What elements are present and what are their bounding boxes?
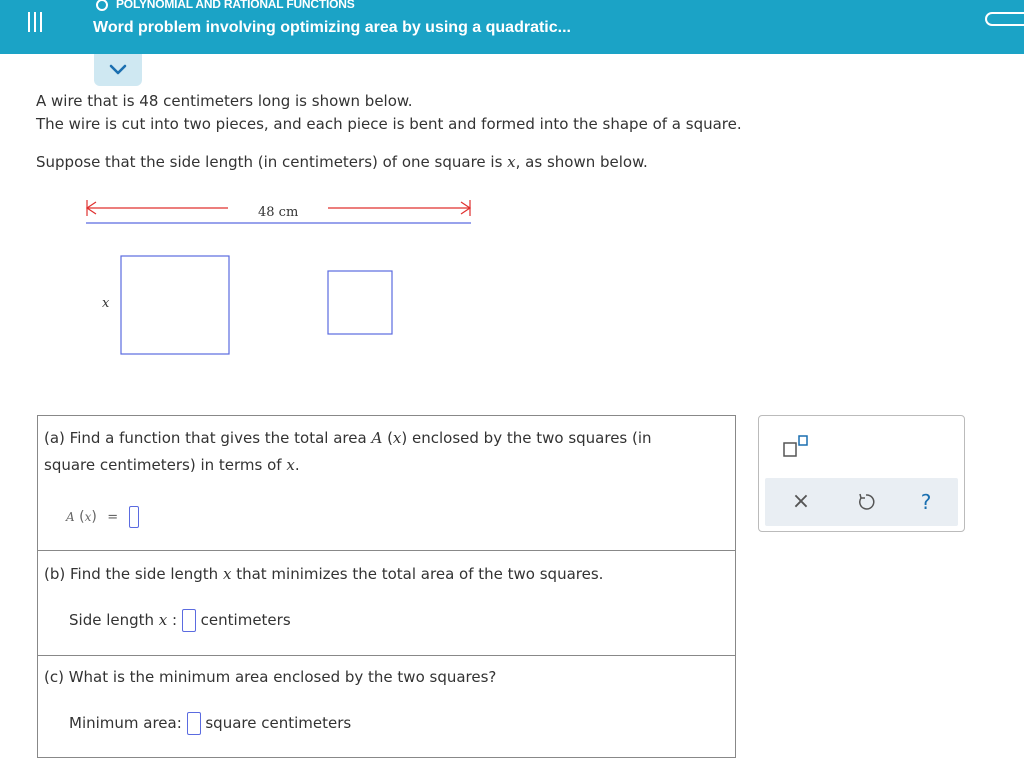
problem-line-1: A wire that is 48 centimeters long is shown below. (36, 92, 413, 110)
expand-details-button[interactable] (94, 54, 142, 86)
side-label: x (102, 296, 110, 311)
part-c-section (38, 656, 735, 757)
clear-icon[interactable]: × (791, 489, 811, 514)
part-c-question: (c) What is the minimum area enclosed by the two squares? (44, 668, 497, 686)
chevron-down-icon (109, 63, 127, 77)
part-b-answer-row: Side length x : centimeters (69, 607, 291, 634)
length-label: 48 cm (258, 205, 299, 220)
square-small (328, 271, 392, 334)
wire-figure (0, 0, 1024, 380)
topic-breadcrumb (96, 0, 355, 12)
part-b-question: (b) Find the side length x that minimizes the total area of the two squares. (44, 565, 604, 583)
help-icon[interactable]: ? (920, 490, 932, 514)
minimum-area-input[interactable] (187, 712, 201, 735)
part-c-answer-row: Minimum area: square centimeters (69, 710, 351, 737)
hamburger-menu-icon[interactable] (22, 9, 48, 35)
problem-line-2: The wire is cut into two pieces, and each piece is bent and formed into the shape of a square. (36, 115, 742, 133)
tool-button-row (765, 478, 958, 526)
topic-circle-icon (96, 0, 108, 11)
math-tool-panel (758, 415, 965, 532)
side-length-input[interactable] (182, 609, 196, 632)
exponent-icon[interactable] (783, 435, 809, 459)
problem-line-3: Suppose that the side length (in centimeters) of one square is x, as shown below. (36, 153, 648, 171)
length-arrow (87, 200, 470, 216)
question-panel (37, 415, 736, 758)
undo-icon[interactable] (853, 489, 879, 515)
part-a-section (38, 416, 735, 551)
variable-x: x (507, 153, 516, 171)
part-a-answer-row: A (x) = (66, 504, 139, 531)
page-title: Word problem involving optimizing area by using a quadratic... (93, 19, 571, 36)
topic-label: POLYNOMIAL AND RATIONAL FUNCTIONS (116, 0, 355, 11)
header-bar (0, 0, 1024, 54)
part-b-section (38, 551, 735, 656)
part-a-question: (a) Find a function that gives the total area A (x) enclosed by the two squares (in square centimeters) in terms of x. (44, 429, 652, 474)
area-function-input[interactable] (129, 506, 139, 528)
square-large (121, 256, 229, 354)
header-toggle[interactable] (985, 12, 1024, 26)
